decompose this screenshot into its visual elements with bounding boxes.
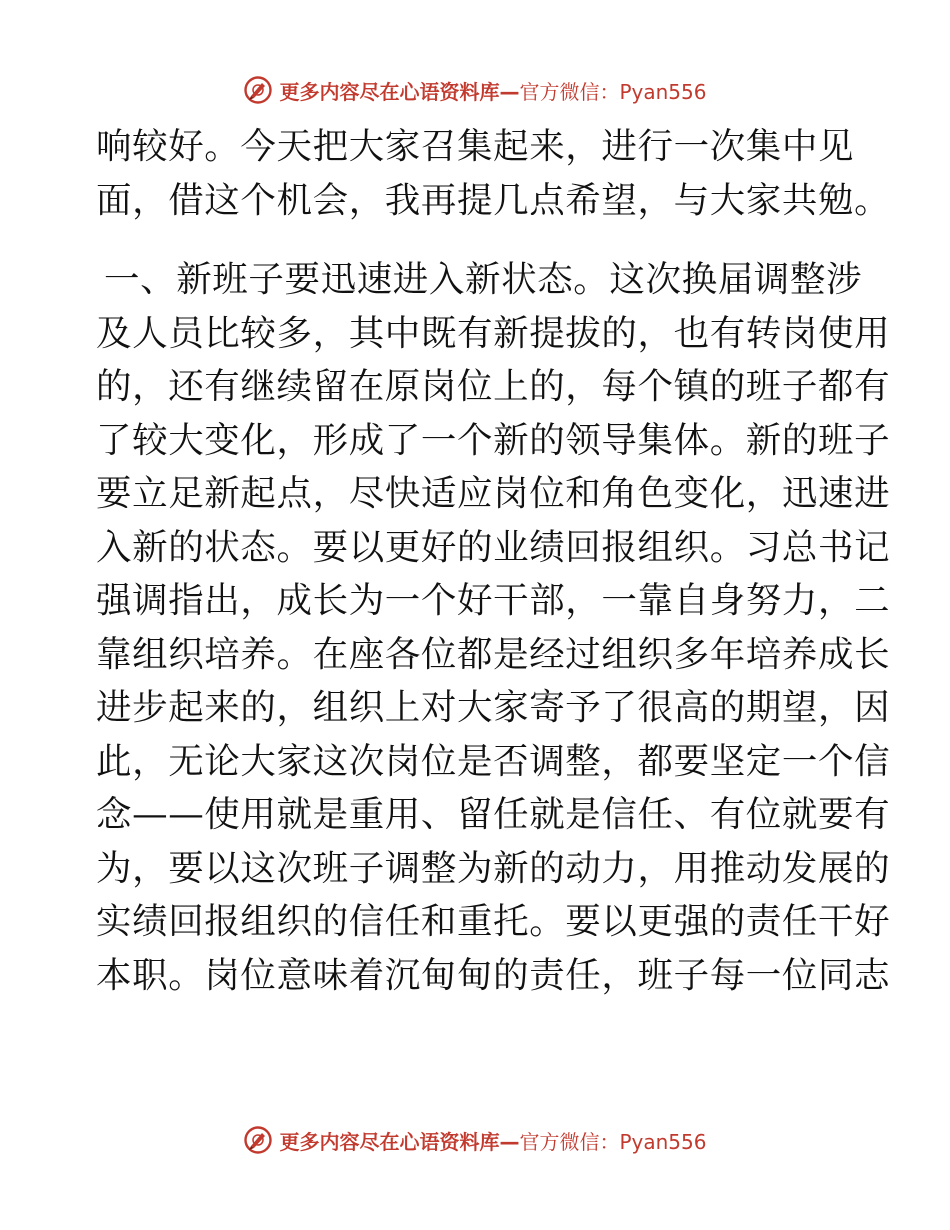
text-line: 靠组织培养。在座各位都是经过组织多年培养成长 xyxy=(96,633,891,675)
text-line: 强调指出，成长为一个好干部，一靠自身努力，二 xyxy=(96,580,891,621)
text-line: 了较大变化，形成了一个新的领导集体。新的班子 xyxy=(96,419,891,461)
text-line: 念——使用就是重用、留任就是信任、有位就要有 xyxy=(96,794,891,835)
text-line: 面，借这个机会，我再提几点希望，与大家共勉。 xyxy=(96,179,891,221)
text-line: 一、新班子要迅速进入新状态。这次换届调整涉 xyxy=(104,259,863,300)
text-line: 实绩回报组织的信任和重托。要以更强的责任干好 xyxy=(96,901,891,942)
text-line: 此，无论大家这次岗位是否调整，都要坚定一个信 xyxy=(96,740,891,782)
text-line: 的，还有继续留在原岗位上的，每个镇的班子都有 xyxy=(96,366,891,407)
text-line: 为，要以这次班子调整为新的动力，用推动发展的 xyxy=(96,847,891,889)
text-line: 要立足新起点，尽快适应岗位和角色变化，迅速进 xyxy=(96,473,891,514)
banner-text: 更多内容尽在心语资料库— xyxy=(279,1129,520,1154)
red-circle-pen-logo-icon xyxy=(243,75,273,105)
paragraph-2 xyxy=(96,253,891,1002)
text-line: 本职。岗位意味着沉甸甸的责任，班子每一位同志 xyxy=(96,954,891,996)
red-circle-pen-logo-icon xyxy=(243,1125,273,1155)
document-body xyxy=(96,120,891,1002)
text-line: 进步起来的，组织上对大家寄予了很高的期望，因 xyxy=(96,687,891,728)
paragraph-1 xyxy=(96,120,891,227)
text-line: 响较好。今天把大家召集起来，进行一次集中见 xyxy=(96,126,855,167)
footer-banner xyxy=(0,1120,950,1160)
text-line: 及人员比较多，其中既有新提拔的，也有转岗使用 xyxy=(96,312,891,354)
header-banner xyxy=(0,70,950,110)
paragraph-gap xyxy=(96,227,856,253)
banner-text: 更多内容尽在心语资料库— xyxy=(279,79,520,104)
banner-contact: 官方微信：Pyan556 xyxy=(519,1129,707,1154)
text-line: 入新的状态。要以更好的业绩回报组织。习总书记 xyxy=(96,526,891,568)
banner-contact: 官方微信：Pyan556 xyxy=(519,79,707,104)
